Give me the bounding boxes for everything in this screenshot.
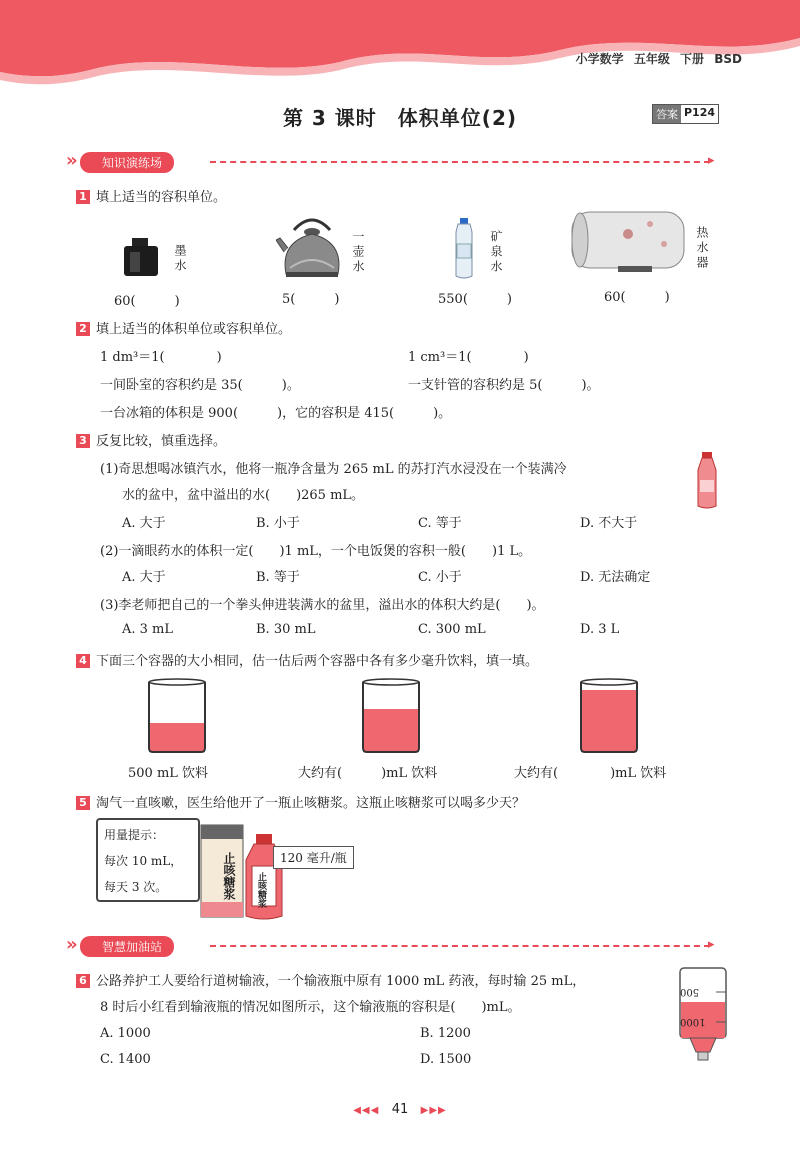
page-footer <box>0 1102 800 1117</box>
iv-scale-1000: 1000 <box>680 1016 706 1027</box>
q3-number: 3 <box>76 434 90 448</box>
q3-sub1-line2: 水的盆中，盆中溢出的水( )265 mL。 <box>122 488 365 503</box>
q1-item-water-blank[interactable]: 550( ) <box>438 292 512 307</box>
q4-text: 下面三个容器的大小相同，估一估后两个容器中各有多少毫升饮料，填一填。 <box>96 654 539 669</box>
beaker-2 <box>360 678 422 754</box>
q1-text: 填上适当的容积单位。 <box>96 190 227 205</box>
q3-sub3-line: (3)李老师把自己的一个拳头伸进装满水的盆里，溢出水的体积大约是( )。 <box>100 598 545 613</box>
q2-prompt <box>76 318 291 337</box>
syrup-bottle-text: 止咳糖浆 <box>256 872 266 908</box>
iv-bottle-image <box>676 966 730 1062</box>
beaker-3 <box>578 678 640 754</box>
q5-text: 淘气一直咳嗽，医生给他开了一瓶止咳糖浆。这瓶止咳糖浆可以喝多少天？ <box>96 796 526 811</box>
q2-line3[interactable]: 一台冰箱的体积是 900( )，它的容积是 415( )。 <box>100 406 452 421</box>
q3-sub2-option-a[interactable]: A. 大于 <box>122 570 166 585</box>
q6-text-line1: 公路养护工人要给行道树输液，一个输液瓶中原有 1000 mL 药液，每时输 25 mL， <box>96 974 586 989</box>
q5-number: 5 <box>76 796 90 810</box>
header-edition: BSD <box>714 52 742 66</box>
answer-reference <box>652 104 719 124</box>
syrup-box-text: 止咳糖浆 <box>222 852 236 900</box>
q3-sub1-option-a[interactable]: A. 大于 <box>122 516 166 531</box>
q2-number: 2 <box>76 322 90 336</box>
q3-sub2-option-c[interactable]: C. 小于 <box>418 570 462 585</box>
section-practice-label: 知识演练场 <box>102 155 163 170</box>
q3-sub1-option-d[interactable]: D. 不大于 <box>580 516 638 531</box>
beaker-2-label[interactable]: 大约有( )mL 饮料 <box>298 766 438 781</box>
q3-sub1-option-b[interactable]: B. 小于 <box>256 516 300 531</box>
page-title: 第 3 课时 体积单位(2) <box>282 106 518 130</box>
section-advanced-header: » 智慧加油站 ▸ <box>66 933 715 955</box>
q2-line2-left[interactable]: 一间卧室的容积约是 35( )。 <box>100 378 300 393</box>
q3-sub1-option-c[interactable]: C. 等于 <box>418 516 462 531</box>
dosage-note-title: 用量提示： <box>104 828 165 842</box>
q2-line1-right[interactable]: 1 cm³＝1( ) <box>408 350 529 365</box>
prev-arrows-icon: ◀◀◀ <box>353 1105 380 1116</box>
soda-bottle-image <box>692 452 722 510</box>
q1-item-ink-label: 墨水 <box>173 244 187 274</box>
q1-item-kettle-label: 一壶水 <box>351 230 365 275</box>
q1-item-kettle-blank[interactable]: 5( ) <box>282 292 340 307</box>
q6-option-b[interactable]: B. 1200 <box>420 1026 471 1041</box>
q3-sub3-option-d[interactable]: D. 3 L <box>580 622 620 637</box>
q6-option-a[interactable]: A. 1000 <box>100 1026 151 1041</box>
q2-line1-left[interactable]: 1 dm³＝1( ) <box>100 350 222 365</box>
answer-label: 答案 <box>653 105 681 123</box>
q1-number: 1 <box>76 190 90 204</box>
q2-line2-right[interactable]: 一支针管的容积约是 5( )。 <box>408 378 600 393</box>
q3-sub3-option-a[interactable]: A. 3 mL <box>122 622 174 637</box>
q1-item-heater-blank[interactable]: 60( ) <box>604 290 670 305</box>
q5-prompt <box>76 792 525 811</box>
next-arrows-icon: ▶▶▶ <box>420 1105 447 1116</box>
kettle-image <box>276 212 348 280</box>
page-number: 41 <box>391 1102 409 1117</box>
q6-line1 <box>76 970 585 989</box>
q6-number: 6 <box>76 974 90 988</box>
q1-item-water-label: 矿泉水 <box>489 230 503 275</box>
q3-sub2-option-b[interactable]: B. 等于 <box>256 570 300 585</box>
q4-prompt <box>76 650 538 669</box>
q3-prompt <box>76 430 226 449</box>
q1-prompt <box>76 186 226 205</box>
q4-number: 4 <box>76 654 90 668</box>
q3-sub3-option-c[interactable]: C. 300 mL <box>418 622 486 637</box>
dosage-note-line2: 每天 3 次。 <box>104 880 168 894</box>
beaker-1 <box>146 678 208 754</box>
volume-bubble: 120 毫升/瓶 <box>273 846 354 869</box>
dosage-note <box>96 818 200 902</box>
section-advanced-label: 智慧加油站 <box>102 939 163 954</box>
q6-option-c[interactable]: C. 1400 <box>100 1052 151 1067</box>
q1-item-ink-blank[interactable]: 60( ) <box>114 294 180 309</box>
header-volume: 下册 <box>680 52 705 66</box>
q3-sub2-option-d[interactable]: D. 无法确定 <box>580 570 651 585</box>
q2-text: 填上适当的体积单位或容积单位。 <box>96 322 292 337</box>
header-banner <box>0 0 800 90</box>
answer-page: P124 <box>684 106 716 119</box>
iv-scale-500: 500 <box>680 986 700 997</box>
beaker-1-label: 500 mL 饮料 <box>128 766 209 781</box>
section-practice-header: » 知识演练场 ▸ <box>66 149 715 171</box>
header-subject: 小学数学 <box>575 52 624 66</box>
header-grade: 五年级 <box>633 52 670 66</box>
q3-text: 反复比较，慎重选择。 <box>96 434 227 449</box>
q6-line2: 8 时后小红看到输液瓶的情况如图所示，这个输液瓶的容积是( )mL。 <box>100 1000 521 1015</box>
beaker-3-label[interactable]: 大约有( )mL 饮料 <box>514 766 667 781</box>
q3-sub3-option-b[interactable]: B. 30 mL <box>256 622 316 637</box>
dosage-note-line1: 每次 10 mL， <box>104 854 183 868</box>
q1-item-heater-label: 热水器 <box>695 226 709 271</box>
q6-option-d[interactable]: D. 1500 <box>420 1052 472 1067</box>
q3-sub2-line: (2)一滴眼药水的体积一定( )1 mL，一个电饭煲的容积一般( )1 L。 <box>100 544 532 559</box>
q3-sub1-line1: (1)奇思想喝冰镇汽水，他将一瓶净含量为 265 mL 的苏打汽水浸没在一个装满冷 <box>100 462 567 477</box>
header-info <box>576 50 742 67</box>
water-heater-image <box>568 210 688 276</box>
ink-bottle-image <box>120 236 162 278</box>
mineral-water-image <box>452 218 476 280</box>
